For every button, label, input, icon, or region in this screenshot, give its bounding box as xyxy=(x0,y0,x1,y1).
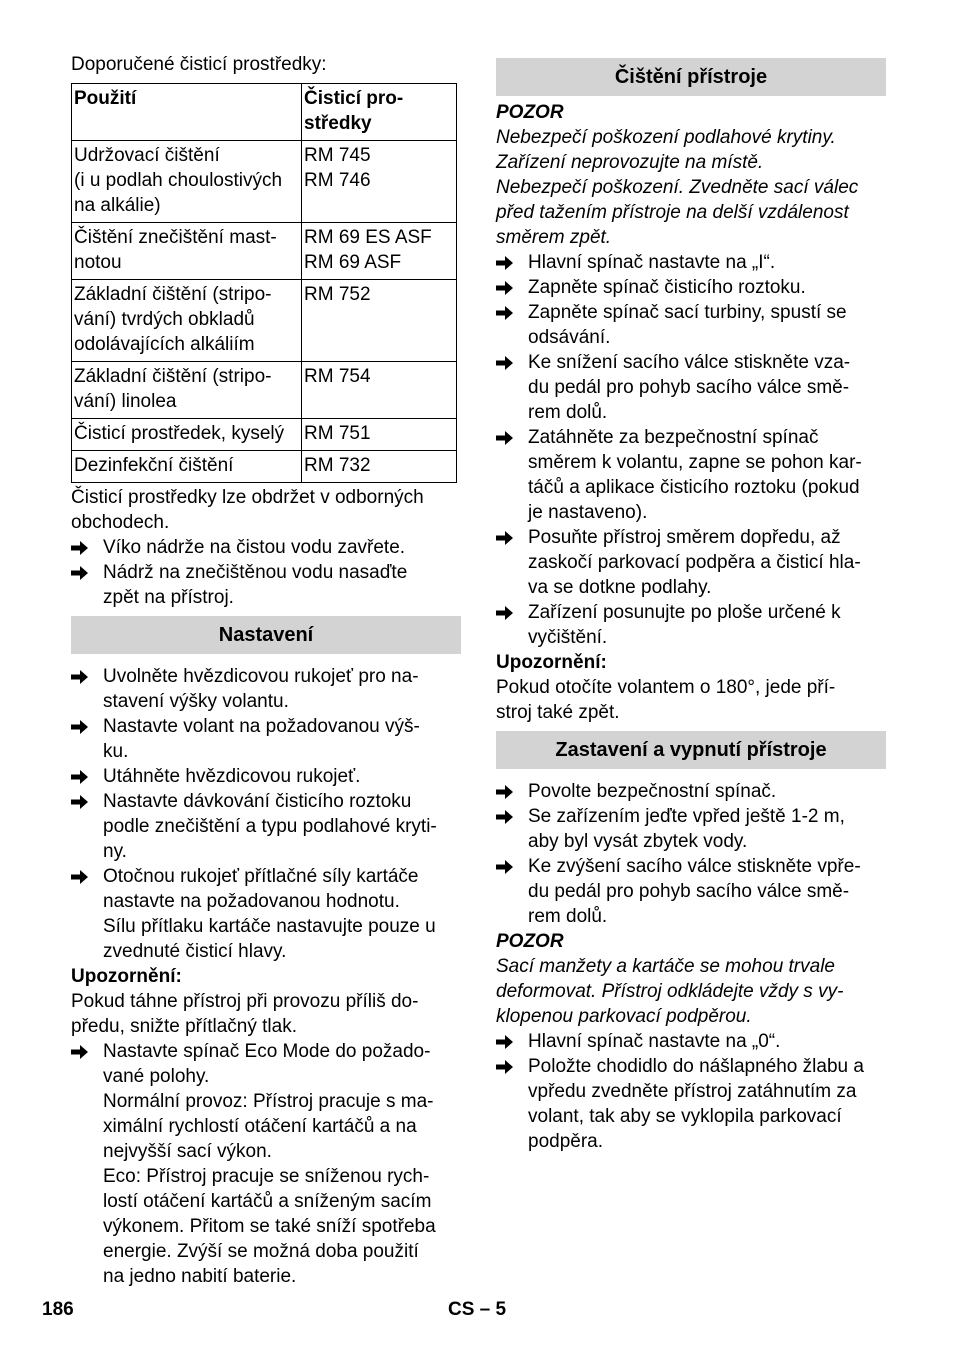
step-text: Nastavte volant na požadovanou výš- ku. xyxy=(103,716,420,762)
table-cell-use: Udržovací čištění (i u podlah choulostivých na alkálie) xyxy=(72,141,302,223)
step-text: Víko nádrže na čistou vodu zavřete. xyxy=(103,537,406,558)
arrow-right-icon xyxy=(71,664,103,689)
arrow-right-icon xyxy=(71,714,103,739)
step-item xyxy=(496,1054,886,1154)
left-column xyxy=(71,52,461,1289)
cleaning-agents-table xyxy=(71,83,457,483)
right-column xyxy=(496,58,886,1154)
arrow-right-icon xyxy=(496,1029,528,1054)
steps-list xyxy=(496,250,886,650)
arrow-right-icon xyxy=(71,560,103,585)
table-row xyxy=(72,280,457,362)
note-text: Pokud táhne přístroj při provozu příliš do- předu, snižte přítlačný tlak. xyxy=(71,991,419,1037)
steps-list xyxy=(71,1039,461,1089)
step-text: Posuňte přístroj směrem dopředu, až zaskočí parkovací podpěra a čisticí hla- va se dotkne podlahy. xyxy=(528,527,861,598)
step-text: Ke zvýšení sacího válce stiskněte vpře- du pedál pro pohyb sacího válce smě- rem dolů. xyxy=(528,856,861,927)
arrow-right-icon xyxy=(71,864,103,889)
table-cell-use: Dezinfekční čištění xyxy=(72,451,302,483)
step-item xyxy=(496,250,886,275)
steps-list xyxy=(71,535,461,610)
section-title-stop: Zastavení a vypnutí přístroje xyxy=(496,731,886,769)
step-continuation: Eco: Přístroj pracuje se sníženou rych- lostí otáčení kartáčů a sníženým sacím výkonem. Přitom se také sníží spotřeba energie. Zvýší se možná doba použití na jedno nabití baterie. xyxy=(103,1166,436,1287)
arrow-right-icon xyxy=(496,779,528,804)
availability-note: Čisticí prostředky lze obdržet v odborných obchodech. xyxy=(71,487,424,533)
arrow-right-icon xyxy=(496,275,528,300)
table-cell-use: Základní čištění (stripo- vání) linolea xyxy=(72,362,302,419)
step-item xyxy=(71,764,461,789)
table-cell-agent: RM 69 ES ASF RM 69 ASF xyxy=(302,223,457,280)
table-row xyxy=(72,223,457,280)
table-row xyxy=(72,362,457,419)
step-item xyxy=(71,714,461,764)
step-text: Zatáhněte za bezpečnostní spínač směrem k volantu, zapne se pohon kar- táčů a aplikace čisticího roztoku (pokud je nastaveno). xyxy=(528,427,862,523)
arrow-right-icon xyxy=(496,250,528,275)
step-text: Se zařízením jeďte vpřed ještě 1-2 m, aby byl vysát zbytek vody. xyxy=(528,806,845,852)
step-text: Otočnou rukojeť přítlačné síly kartáče nastavte na požadovanou hodnotu. xyxy=(103,866,419,912)
intro-text: Doporučené čisticí prostředky: xyxy=(71,54,327,75)
table-cell-agent: RM 751 xyxy=(302,419,457,451)
step-item xyxy=(496,854,886,929)
step-text: Uvolněte hvězdicovou rukojeť pro na- stavení výšky volantu. xyxy=(103,666,419,712)
note-label: Upozornění: xyxy=(496,652,607,673)
arrow-right-icon xyxy=(71,1039,103,1064)
steps-list xyxy=(496,779,886,929)
table-cell-agent: RM 752 xyxy=(302,280,457,362)
arrow-right-icon xyxy=(496,854,528,879)
table-header-use: Použití xyxy=(72,84,302,141)
step-text: Hlavní spínač nastavte na „I“. xyxy=(528,252,776,273)
step-item xyxy=(496,275,886,300)
arrow-right-icon xyxy=(71,789,103,814)
warning-label: POZOR xyxy=(496,102,564,123)
steps-list xyxy=(71,664,461,914)
step-continuation: Sílu přítlaku kartáče nastavujte pouze u zvednuté čisticí hlavy. xyxy=(103,916,436,962)
step-text: Nastavte dávkování čisticího roztoku podle znečištění a typu podlahové kryti- ny. xyxy=(103,791,437,862)
step-text: Nastavte spínač Eco Mode do požado- vané polohy. xyxy=(103,1041,431,1087)
arrow-right-icon xyxy=(496,600,528,625)
table-header-agent: Čisticí pro- středky xyxy=(302,84,457,141)
table-cell-agent: RM 754 xyxy=(302,362,457,419)
table-cell-agent: RM 732 xyxy=(302,451,457,483)
step-item xyxy=(496,300,886,350)
steps-list xyxy=(496,1029,886,1154)
step-text: Nádrž na znečištěnou vodu nasaďte zpět na přístroj. xyxy=(103,562,408,608)
step-text: Zařízení posunujte po ploše určené k vyčištění. xyxy=(528,602,841,648)
table-cell-use: Základní čištění (stripo- vání) tvrdých obkladů odolávajících alkáliím xyxy=(72,280,302,362)
step-item xyxy=(71,864,461,914)
step-text: Položte chodidlo do nášlapného žlabu a vpředu zvedněte přístroj zatáhnutím za volant, tak aby se vyklopila parkovací podpěra. xyxy=(528,1056,864,1152)
table-cell-agent: RM 745 RM 746 xyxy=(302,141,457,223)
step-text: Zapněte spínač sací turbiny, spustí se odsávání. xyxy=(528,302,847,348)
arrow-right-icon xyxy=(496,525,528,550)
step-item xyxy=(71,560,461,610)
note-text: Pokud otočíte volantem o 180°, jede pří- stroj také zpět. xyxy=(496,677,836,723)
page-number: 186 xyxy=(42,1299,74,1320)
table-row xyxy=(72,451,457,483)
warning-text: Nebezpečí poškození podlahové krytiny. Zařízení neprovozujte na místě. Nebezpečí poškození. Zvedněte sací válec před tažením přístroje na delší vzdálenost směrem zpět. xyxy=(496,127,859,248)
step-continuation: Normální provoz: Přístroj pracuje s ma- ximální rychlostí otáčení kartáčů a na nejvyšší sací výkon. xyxy=(103,1091,434,1162)
step-text: Zapněte spínač čisticího roztoku. xyxy=(528,277,806,298)
arrow-right-icon xyxy=(496,425,528,450)
step-item xyxy=(496,525,886,600)
arrow-right-icon xyxy=(496,804,528,829)
table-row xyxy=(72,419,457,451)
arrow-right-icon xyxy=(496,300,528,325)
step-item xyxy=(71,1039,461,1089)
step-item xyxy=(496,350,886,425)
warning-text: Sací manžety a kartáče se mohou trvale deformovat. Přístroj odkládejte vždy s vy- klopenou parkovací podpěrou. xyxy=(496,956,844,1027)
step-text: Ke snížení sacího válce stiskněte vza- du pedál pro pohyb sacího válce smě- rem dolů. xyxy=(528,352,851,423)
step-item xyxy=(496,804,886,854)
step-item xyxy=(71,789,461,864)
table-cell-use: Čištění znečištění mast- notou xyxy=(72,223,302,280)
table-cell-use: Čisticí prostředek, kyselý xyxy=(72,419,302,451)
step-item xyxy=(496,779,886,804)
note-label: Upozornění: xyxy=(71,966,182,987)
step-text: Hlavní spínač nastavte na „0“. xyxy=(528,1031,781,1052)
warning-label: POZOR xyxy=(496,931,564,952)
section-title-settings: Nastavení xyxy=(71,616,461,654)
arrow-right-icon xyxy=(71,764,103,789)
step-text: Povolte bezpečnostní spínač. xyxy=(528,781,777,802)
section-reference: CS – 5 xyxy=(448,1299,507,1320)
arrow-right-icon xyxy=(71,535,103,560)
arrow-right-icon xyxy=(496,350,528,375)
step-item xyxy=(496,425,886,525)
table-header-row xyxy=(72,84,457,141)
section-title-cleaning: Čištění přístroje xyxy=(496,58,886,96)
step-item xyxy=(496,600,886,650)
step-item xyxy=(71,664,461,714)
arrow-right-icon xyxy=(496,1054,528,1079)
step-item xyxy=(496,1029,886,1054)
step-text: Utáhněte hvězdicovou rukojeť. xyxy=(103,766,361,787)
step-item xyxy=(71,535,461,560)
table-row xyxy=(72,141,457,223)
